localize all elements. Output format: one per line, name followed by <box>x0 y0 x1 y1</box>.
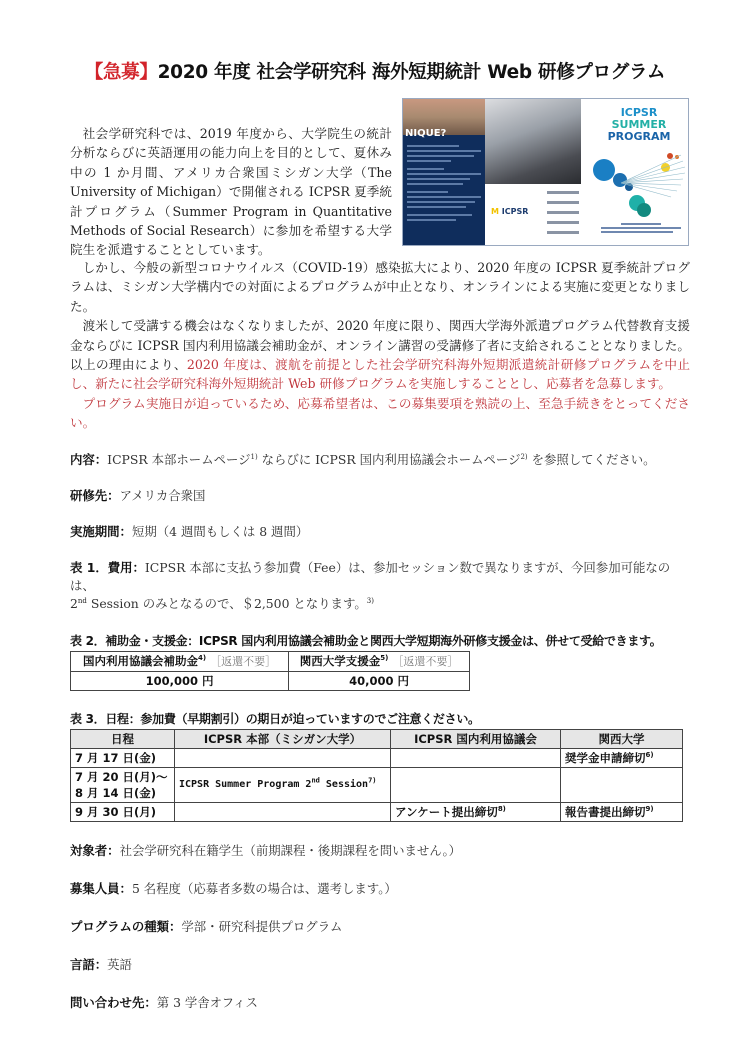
classroom-photo <box>485 99 581 184</box>
support-text <box>70 316 690 394</box>
document-body <box>70 258 690 1012</box>
field-language <box>70 956 690 974</box>
footnote-ref: 7) <box>368 776 377 785</box>
table-header: ICPSR 本部（ミシガン大学） <box>175 729 391 748</box>
deadline-text: プログラム実施日が迫っているため、応募希望者は、この募集要項を熟読の上、至急手続きをとってください。 <box>70 395 690 431</box>
field-recruit <box>70 880 690 898</box>
field-label: 問い合わせ先： <box>70 994 157 1010</box>
intro-text: 社会学研究科では、2019 年度から、大学院生の統計分析ならびに英語運用の能力向上を目的として、夏休み中の 1 か月間、アメリカ合衆国ミシガン大学（The University of Michigan）で開催される ICPSR 夏季統計プログラム（Summer Program in Quantitative Methods of Social Research）に参加を希望する大学院生を派遣することとしています。 <box>70 126 392 258</box>
field-content <box>70 451 690 469</box>
table-cell <box>561 802 683 821</box>
footnote-ref: 4) <box>198 653 207 662</box>
deadline-notice <box>70 394 690 433</box>
field-contact <box>70 994 690 1012</box>
table-row <box>71 802 683 821</box>
brochure-heading: NIQUE? <box>405 128 447 139</box>
contact-icons <box>547 191 579 241</box>
cell-text: Session <box>319 778 369 790</box>
brochure-text-lines <box>407 145 481 224</box>
brochure-title-line-2: SUMMER <box>611 118 667 131</box>
cell-text: ICPSR Summer Program 2 <box>179 778 312 790</box>
field-value: 社会学研究科在籍学生（前期課程・後期課程を問いません。） <box>119 842 462 858</box>
date-end: 8 月 14 日(金) <box>75 785 157 800</box>
urgent-label: 【急募】 <box>84 62 158 83</box>
content-text-b: ならびに ICPSR 国内利用協議会ホームページ <box>257 451 521 467</box>
brochure-title-line-1: ICPSR <box>620 106 658 119</box>
fan-lines <box>621 153 686 208</box>
field-program-type <box>70 918 690 936</box>
support-text-black: 渡米して受講する機会はなくなりましたが、2020 年度に限り、関西大学海外派遣プログラム代替教育支援金ならびに ICPSR 国内利用協議会補助金が、オンライン講習の受講修了者に支給されることとなりました。以上の理由により、 <box>70 318 690 373</box>
table-cell <box>175 802 391 821</box>
logo-text: ICPSR <box>501 207 529 216</box>
header-label: 関西大学支援金 <box>299 653 381 668</box>
footnote-ref: 1) <box>250 452 258 461</box>
table-cell: 40,000 円 <box>289 671 470 690</box>
table-row <box>71 748 683 767</box>
table-header: 関西大学 <box>561 729 683 748</box>
footnote-ref: 6) <box>645 750 654 759</box>
field-period <box>70 523 690 541</box>
subsidy-table <box>70 651 470 691</box>
table-cell-date <box>71 767 175 802</box>
footnote-ref: 9) <box>645 804 654 813</box>
footnote-ref: 5) <box>380 653 389 662</box>
table-header-row <box>71 651 470 671</box>
table-cell-date: 7 月 17 日(金) <box>71 748 175 767</box>
cell-text: 奨学金申請締切 <box>565 750 646 765</box>
field-value: 短期（4 週間もしくは 8 週間） <box>131 523 309 539</box>
field-value: 第 3 学舎オフィス <box>156 994 258 1010</box>
field-label: 表 1．費用： <box>70 559 145 575</box>
brochure-left-panel <box>403 99 485 245</box>
field-value: 5 名程度（応募者多数の場合は、選考します。） <box>131 880 397 896</box>
table-cell <box>391 802 561 821</box>
content-text-c: を参照してください。 <box>527 451 656 467</box>
table-cell <box>175 767 391 802</box>
brochure-title <box>595 107 683 143</box>
title-text: 2020 年度 社会学研究科 海外短期統計 Web 研修プログラム <box>157 62 666 83</box>
field-label: 対象者： <box>70 842 120 858</box>
intro-paragraph <box>70 124 392 260</box>
field-value <box>107 452 655 467</box>
content-text-a: ICPSR 本部ホームページ <box>107 451 251 467</box>
table-cell <box>391 767 561 802</box>
table-cell <box>391 748 561 767</box>
circle-decoration <box>593 159 615 181</box>
fee-session-num: 2 <box>70 595 78 611</box>
field-label: 募集人員： <box>70 880 132 896</box>
cell-text: アンケート提出締切 <box>395 804 498 819</box>
support-paragraph <box>70 316 690 394</box>
logo-m: M <box>491 207 499 216</box>
table-row <box>71 671 470 690</box>
cell-text: 報告書提出締切 <box>565 804 646 819</box>
header-note: ［返還不要］ <box>392 654 459 668</box>
covid-paragraph <box>70 258 690 316</box>
table-header <box>71 651 289 671</box>
table3-caption: 表 3．日程：参加費（早期割引）の期日が迫っていますのでご注意ください。 <box>70 711 480 726</box>
ordinal-suffix: nd <box>311 776 320 785</box>
table-header-row <box>71 729 683 748</box>
field-value: 英語 <box>107 956 132 972</box>
table2-caption: 表 2．補助金・支援金：ICPSR 国内利用協議会補助金と関西大学短期海外研修支援金は、併せて受給できます。 <box>70 633 662 648</box>
field-value: アメリカ合衆国 <box>119 487 206 503</box>
fee-text-b: Session のみとなるので、＄2,500 となります。 <box>86 595 367 611</box>
field-fee <box>70 559 690 613</box>
fee-text-a: ICPSR 本部に支払う参加費（Fee）は、参加セッション数で異なりますが、今回参加可能なのは、 <box>70 559 671 593</box>
ordinal-suffix: nd <box>77 596 87 605</box>
field-label: プログラムの種類： <box>70 918 182 934</box>
header-label: 国内利用協議会補助金 <box>83 653 198 668</box>
table-header: 日程 <box>71 729 175 748</box>
field-target <box>70 842 690 860</box>
field-label: 実施期間： <box>70 523 132 539</box>
brochure-footer-text <box>601 223 681 235</box>
intro-row <box>70 98 690 258</box>
table-cell <box>175 748 391 767</box>
footnote-ref: 2) <box>520 452 528 461</box>
table-row <box>71 767 683 802</box>
header-note: ［返還不要］ <box>210 654 277 668</box>
field-label: 内容： <box>70 451 108 467</box>
table-cell <box>561 767 683 802</box>
footnote-ref: 8) <box>497 804 506 813</box>
brochure-title-line-3: PROGRAM <box>607 130 671 143</box>
table-cell-date: 9 月 30 日(月) <box>71 802 175 821</box>
table-header <box>289 651 470 671</box>
field-value: 学部・研究科提供プログラム <box>181 918 343 934</box>
brochure-right-panel <box>581 99 688 245</box>
date-start: 7 月 20 日(月)～ <box>75 769 168 784</box>
table-header: ICPSR 国内利用協議会 <box>391 729 561 748</box>
field-destination <box>70 487 690 505</box>
field-label: 言語： <box>70 956 108 972</box>
covid-text: しかし、今般の新型コロナウイルス（COVID-19）感染拡大により、2020 年度の ICPSR 夏季統計プログラムは、ミシガン大学構内での対面によるプログラムが中止となり、オンラインによる実施に変更となりました。 <box>70 260 690 314</box>
table-cell <box>561 748 683 767</box>
brochure-middle-panel <box>485 99 581 245</box>
icpsr-brochure-image <box>402 98 689 246</box>
field-label: 研修先： <box>70 487 120 503</box>
umich-logo <box>491 207 528 216</box>
table-cell: 100,000 円 <box>71 671 289 690</box>
support-text-red: 2020 年度は、渡航を前提とした社会学研究科海外短期派遣統計研修プログラムを中止し、新たに社会学研究科海外短期統計 Web 研修プログラムを実施しすることとし、応募者を急募します。 <box>70 357 690 392</box>
footnote-ref: 3) <box>366 596 374 605</box>
schedule-table <box>70 729 683 822</box>
page-title <box>0 58 750 84</box>
